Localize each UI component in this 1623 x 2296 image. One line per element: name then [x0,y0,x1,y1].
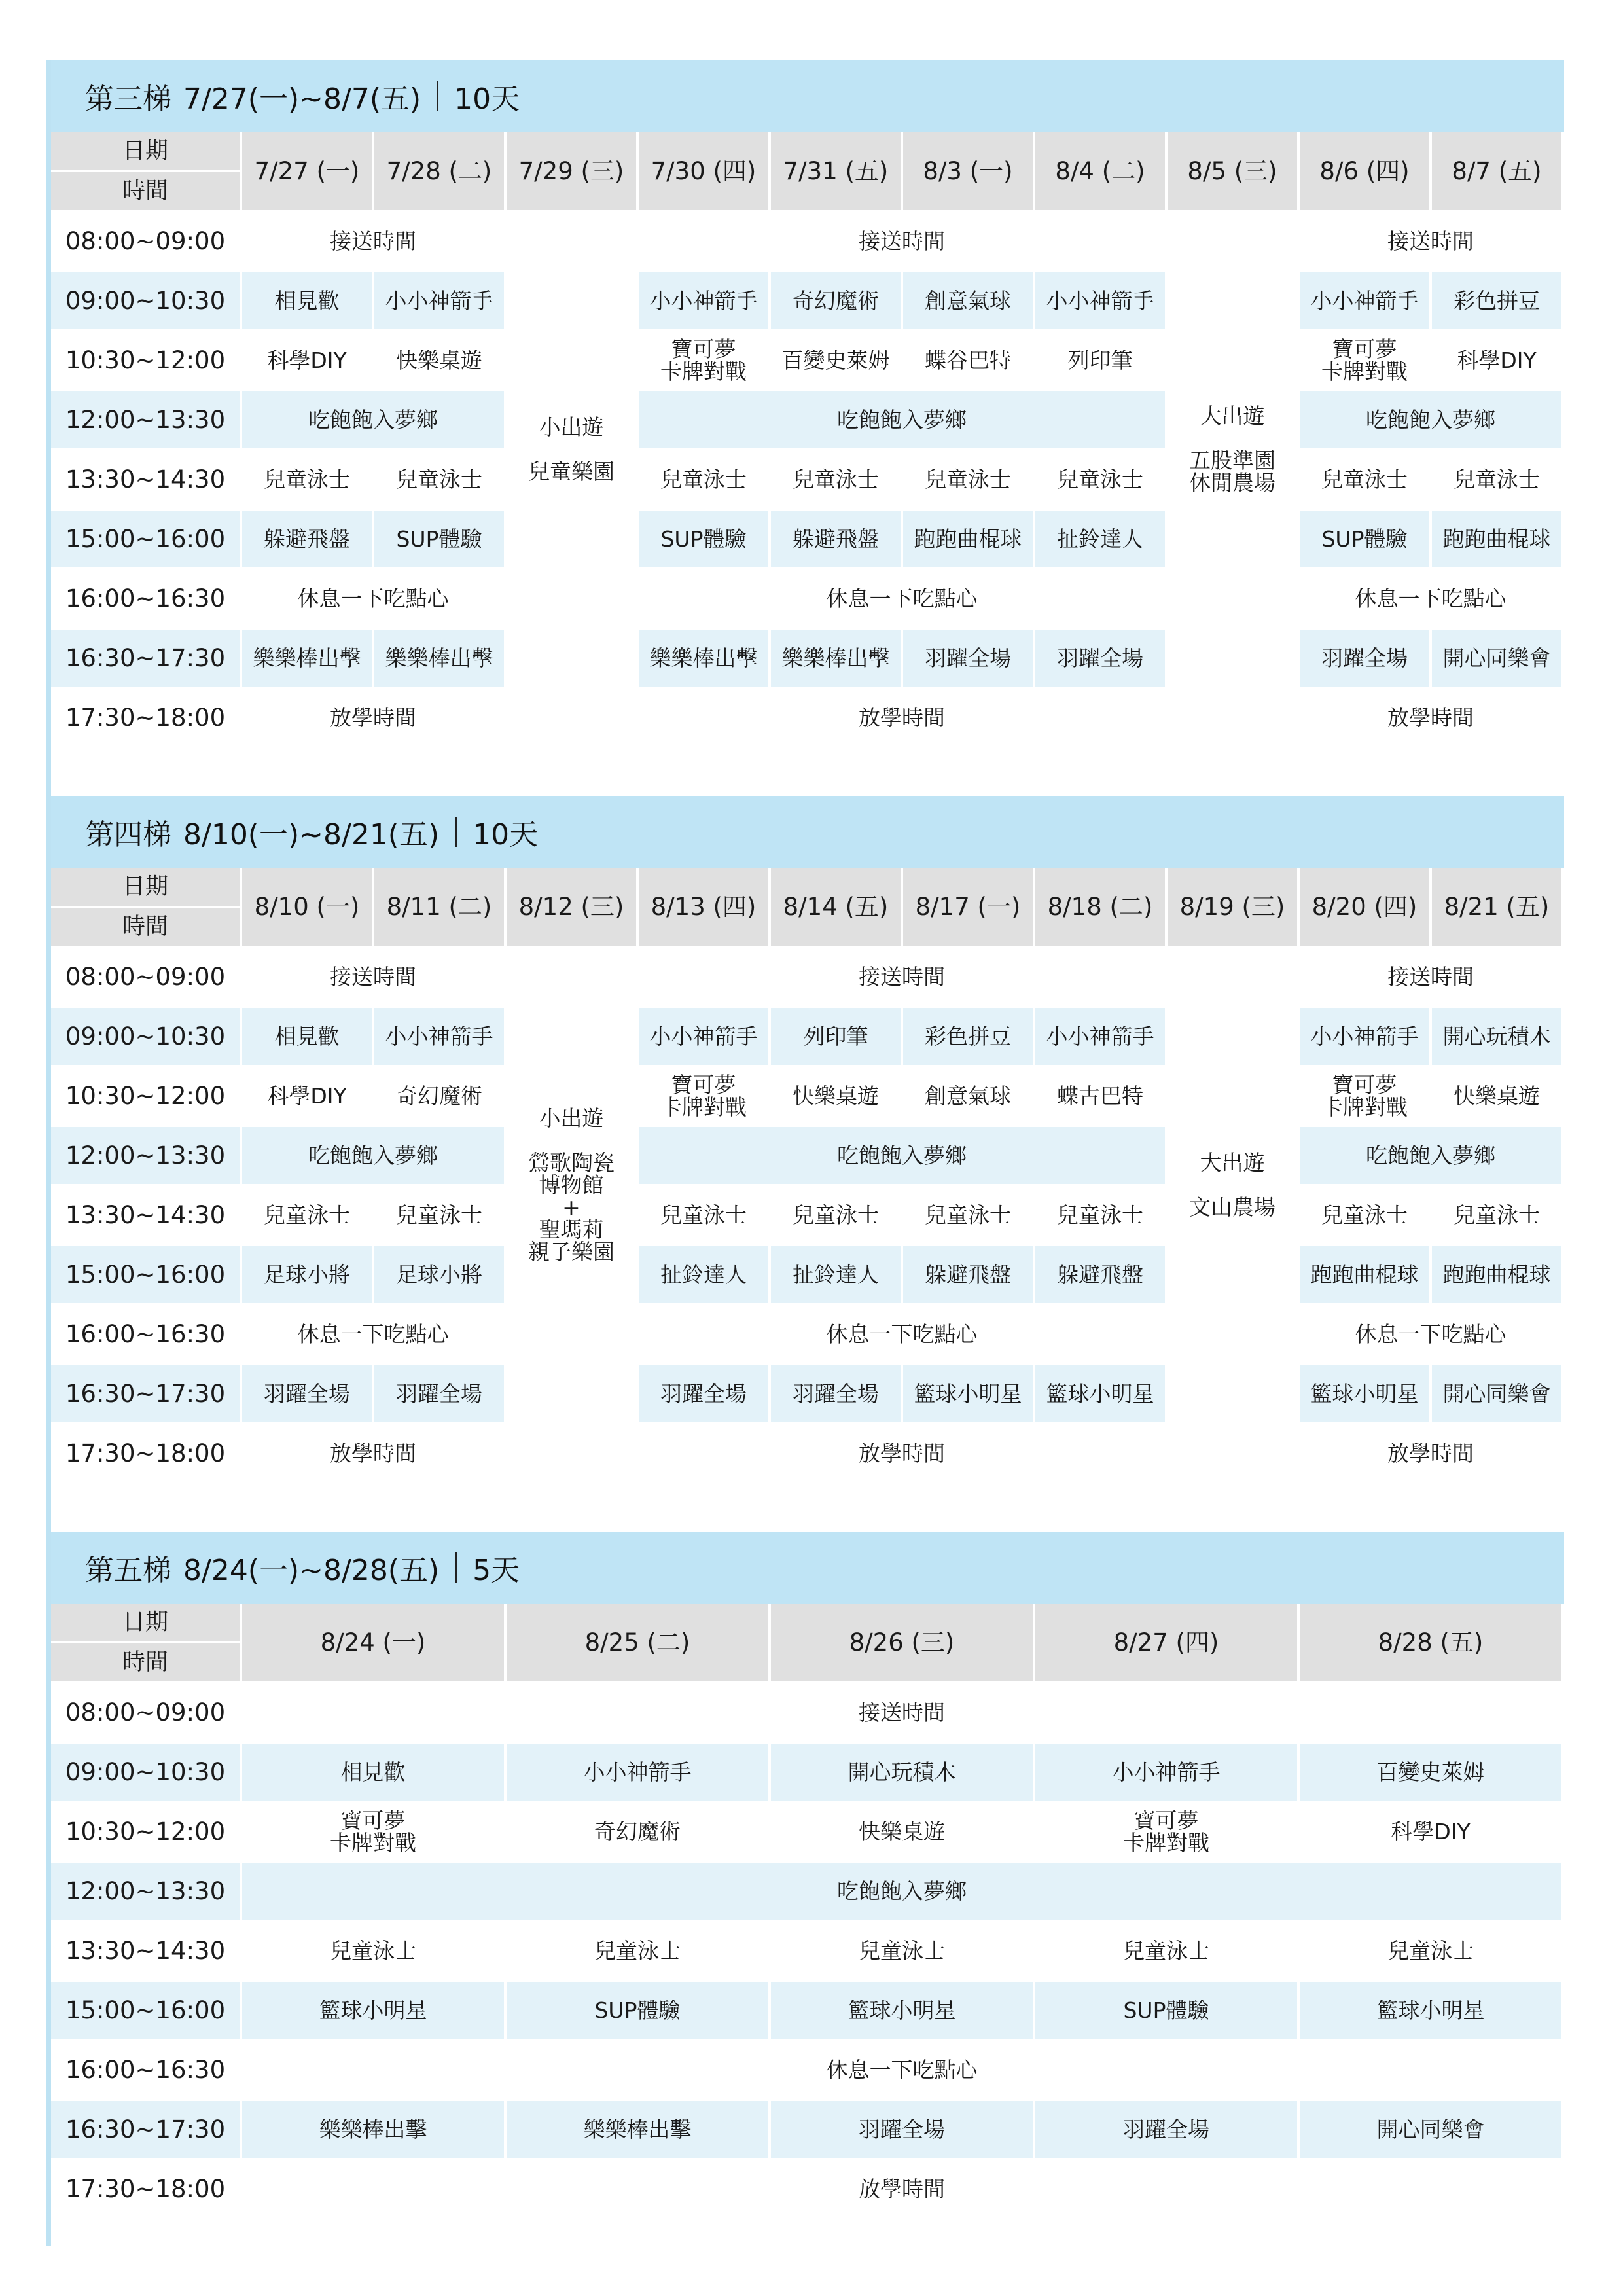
table-row [51,1364,1563,1424]
activity-cell: 羽躍全場 [770,1364,902,1424]
activity-cell: 科學DIY [1298,1802,1563,1861]
activity-cell: 小小神箭手 [1034,1007,1166,1066]
table-row [51,569,1563,628]
time-cell: 09:00~10:30 [51,1742,241,1802]
activity-cell: 小小神箭手 [1298,271,1431,331]
activity-cell: 兒童泳士 [770,1921,1034,1981]
date-header: 7/27 (一) [241,132,373,211]
section-title [51,796,1564,868]
schedule-section-3 [51,60,1564,749]
time-label: 時間 [122,914,168,940]
activity-cell: 樂樂棒出擊 [373,628,505,688]
section-days: 10天 [473,818,539,852]
activity-cell: 羽躍全場 [241,1364,373,1424]
activity-cell: 彩色拼豆 [902,1007,1034,1066]
table-row [51,2100,1563,2159]
activity-cell: SUP體驗 [1298,509,1431,569]
activity-cell: 小小神箭手 [1034,271,1166,331]
activity-cell: 接送時間 [1298,947,1563,1007]
section-label: 第四梯 [85,818,171,852]
table-row [51,1304,1563,1364]
activity-cell: 羽躍全場 [902,628,1034,688]
activity-cell: SUP體驗 [373,509,505,569]
date-header: 8/4 (二) [1034,132,1166,211]
activity-cell: 相見歡 [241,271,373,331]
table-row [51,1007,1563,1066]
outing-cell: 大出遊 五股準園 休閒農場 [1166,211,1298,688]
activity-cell: 小小神箭手 [637,271,770,331]
activity-cell: 寶可夢 卡牌對戰 [1298,331,1431,390]
activity-cell: 接送時間 [1298,211,1563,271]
activity-cell: 扯鈴達人 [1034,509,1166,569]
activity-cell: 放學時間 [1298,688,1563,747]
time-cell: 16:00~16:30 [51,1304,241,1364]
activity-cell: 開心同樂會 [1431,1364,1563,1424]
activity-cell: 躲避飛盤 [1034,1245,1166,1304]
date-header: 8/10 (一) [241,868,373,947]
table-row [51,1683,1563,1742]
schedule-section-4 [51,796,1564,1484]
activity-cell: 科學DIY [241,1066,373,1126]
activity-cell: 兒童泳士 [241,1185,373,1245]
activity-cell: 快樂桌遊 [1431,1066,1563,1126]
activity-cell: 兒童泳士 [902,1185,1034,1245]
time-cell: 09:00~10:30 [51,271,241,331]
header-row [51,132,1563,211]
section-date-range: 8/10(一)~8/21(五) [183,818,440,852]
date-header: 8/24 (一) [241,1604,505,1683]
activity-cell: 快樂桌遊 [770,1066,902,1126]
activity-cell: SUP體驗 [1034,1981,1298,2040]
date-header: 8/27 (四) [1034,1604,1298,1683]
date-header: 8/3 (一) [902,132,1034,211]
outing-cell: 小出遊 鶯歌陶瓷 博物館 + 聖瑪莉 親子樂園 [505,947,637,1424]
activity-cell: 樂樂棒出擊 [770,628,902,688]
section-days: 10天 [454,82,520,116]
activity-cell: 兒童泳士 [637,450,770,509]
time-cell: 10:30~12:00 [51,1066,241,1126]
activity-cell: 兒童泳士 [1034,450,1166,509]
activity-cell: 吃飽飽入夢鄉 [241,1861,1563,1921]
time-cell: 08:00~09:00 [51,211,241,271]
date-header: 8/14 (五) [770,868,902,947]
activity-cell: 開心玩積木 [770,1742,1034,1802]
activity-cell: 吃飽飽入夢鄉 [1298,1126,1563,1185]
date-header: 7/29 (三) [505,132,637,211]
table-row [51,331,1563,390]
date-header: 8/18 (二) [1034,868,1166,947]
activity-cell: 放學時間 [1298,1424,1563,1483]
activity-cell: 羽躍全場 [1298,628,1431,688]
corner-cell [51,132,241,211]
time-cell: 16:00~16:30 [51,569,241,628]
activity-cell: 小小神箭手 [1298,1007,1431,1066]
activity-cell: 羽躍全場 [770,2100,1034,2159]
activity-cell: 休息一下吃點心 [241,569,505,628]
time-label: 時間 [122,178,168,204]
time-cell: 16:30~17:30 [51,1364,241,1424]
outing-cell: 大出遊 文山農場 [1166,947,1298,1424]
date-header: 8/28 (五) [1298,1604,1563,1683]
activity-cell: 蝶谷巴特 [902,331,1034,390]
activity-cell: 寶可夢 卡牌對戰 [1034,1802,1298,1861]
date-header: 8/13 (四) [637,868,770,947]
table-row [51,1981,1563,2040]
date-header: 8/5 (三) [1166,132,1298,211]
table-row [51,1861,1563,1921]
activity-cell: 相見歡 [241,1007,373,1066]
schedule-table [51,1604,1564,2220]
activity-cell: 百變史萊姆 [1298,1742,1563,1802]
table-row [51,1126,1563,1185]
activity-cell: 籃球小明星 [241,1981,505,2040]
activity-cell: 扯鈴達人 [637,1245,770,1304]
activity-cell: 奇幻魔術 [373,1066,505,1126]
activity-cell: 籃球小明星 [1298,1981,1563,2040]
activity-cell: 放學時間 [505,1424,1298,1483]
activity-cell: 列印筆 [1034,331,1166,390]
activity-cell: 跑跑曲棍球 [1431,1245,1563,1304]
table-row [51,1921,1563,1981]
activity-cell: 籃球小明星 [902,1364,1034,1424]
time-cell: 16:00~16:30 [51,2040,241,2100]
section-label: 第五梯 [85,1554,171,1587]
activity-cell: 躲避飛盤 [241,509,373,569]
table-row [51,450,1563,509]
table-row [51,1424,1563,1483]
activity-cell: 兒童泳士 [1431,1185,1563,1245]
title-separator [455,817,457,847]
activity-cell: 羽躍全場 [637,1364,770,1424]
time-cell: 09:00~10:30 [51,1007,241,1066]
activity-cell: 跑跑曲棍球 [1298,1245,1431,1304]
activity-cell: 跑跑曲棍球 [902,509,1034,569]
activity-cell: 吃飽飽入夢鄉 [241,1126,505,1185]
activity-cell: 休息一下吃點心 [1298,1304,1563,1364]
activity-cell: 籃球小明星 [770,1981,1034,2040]
section-title [51,1532,1564,1604]
activity-cell: 寶可夢 卡牌對戰 [637,1066,770,1126]
date-header: 8/19 (三) [1166,868,1298,947]
activity-cell: 開心玩積木 [1431,1007,1563,1066]
title-separator [455,1552,457,1583]
activity-cell: 寶可夢 卡牌對戰 [1298,1066,1431,1126]
activity-cell: 兒童泳士 [1034,1921,1298,1981]
activity-cell: 吃飽飽入夢鄉 [637,390,1166,450]
date-header: 8/21 (五) [1431,868,1563,947]
activity-cell: 吃飽飽入夢鄉 [637,1126,1166,1185]
activity-cell: 休息一下吃點心 [241,2040,1563,2100]
activity-cell: 樂樂棒出擊 [241,2100,505,2159]
table-row [51,1185,1563,1245]
table-row [51,390,1563,450]
table-row [51,211,1563,271]
activity-cell: 羽躍全場 [1034,628,1166,688]
activity-cell: 開心同樂會 [1298,2100,1563,2159]
activity-cell: 羽躍全場 [373,1364,505,1424]
activity-cell: 休息一下吃點心 [637,1304,1166,1364]
activity-cell: 兒童泳士 [373,1185,505,1245]
time-cell: 13:30~14:30 [51,1185,241,1245]
time-cell: 13:30~14:30 [51,450,241,509]
time-cell: 10:30~12:00 [51,331,241,390]
activity-cell: 兒童泳士 [770,1185,902,1245]
activity-cell: 小小神箭手 [373,1007,505,1066]
outing-cell: 小出遊 兒童樂園 [505,211,637,688]
activity-cell: 接送時間 [241,211,505,271]
activity-cell: 吃飽飽入夢鄉 [241,390,505,450]
table-row [51,1742,1563,1802]
activity-cell: 兒童泳士 [373,450,505,509]
date-label: 日期 [51,1604,240,1643]
time-cell: 17:30~18:00 [51,2159,241,2219]
time-label: 時間 [122,1649,168,1676]
schedule-table [51,868,1564,1484]
activity-cell: 兒童泳士 [1431,450,1563,509]
table-row [51,2159,1563,2219]
time-cell: 17:30~18:00 [51,1424,241,1483]
activity-cell: 足球小將 [373,1245,505,1304]
title-separator [437,81,438,111]
activity-cell: 樂樂棒出擊 [505,2100,770,2159]
activity-cell: 兒童泳士 [902,450,1034,509]
time-cell: 13:30~14:30 [51,1921,241,1981]
table-row [51,1245,1563,1304]
activity-cell: 躲避飛盤 [902,1245,1034,1304]
activity-cell: 寶可夢 卡牌對戰 [637,331,770,390]
date-header: 8/20 (四) [1298,868,1431,947]
activity-cell: 躲避飛盤 [770,509,902,569]
activity-cell: 兒童泳士 [505,1921,770,1981]
table-row [51,628,1563,688]
activity-cell: 列印筆 [770,1007,902,1066]
activity-cell: 放學時間 [505,688,1298,747]
time-cell: 16:30~17:30 [51,2100,241,2159]
activity-cell: 休息一下吃點心 [637,569,1166,628]
activity-cell: 百變史萊姆 [770,331,902,390]
schedule-table [51,132,1564,749]
time-cell: 12:00~13:30 [51,1861,241,1921]
date-label: 日期 [51,132,240,172]
table-row [51,1802,1563,1861]
time-cell: 08:00~09:00 [51,1683,241,1742]
activity-cell: 休息一下吃點心 [241,1304,505,1364]
activity-cell: 奇幻魔術 [770,271,902,331]
activity-cell: 樂樂棒出擊 [241,628,373,688]
corner-cell [51,1604,241,1683]
date-header: 7/30 (四) [637,132,770,211]
activity-cell: 創意氣球 [902,1066,1034,1126]
date-header: 8/12 (三) [505,868,637,947]
activity-cell: 跑跑曲棍球 [1431,509,1563,569]
date-header: 8/25 (二) [505,1604,770,1683]
section-title [51,60,1564,132]
activity-cell: 彩色拼豆 [1431,271,1563,331]
activity-cell: 接送時間 [637,211,1166,271]
date-header: 7/31 (五) [770,132,902,211]
date-header: 8/7 (五) [1431,132,1563,211]
time-cell: 16:30~17:30 [51,628,241,688]
activity-cell: 籃球小明星 [1034,1364,1166,1424]
activity-cell: 羽躍全場 [1034,2100,1298,2159]
activity-cell: 放學時間 [241,1424,505,1483]
activity-cell: 科學DIY [241,331,373,390]
activity-cell: 創意氣球 [902,271,1034,331]
activity-cell: 接送時間 [241,1683,1563,1742]
date-header: 8/11 (二) [373,868,505,947]
time-cell: 12:00~13:30 [51,390,241,450]
activity-cell: 樂樂棒出擊 [637,628,770,688]
table-row [51,1066,1563,1126]
time-cell: 10:30~12:00 [51,1802,241,1861]
activity-cell: 小小神箭手 [1034,1742,1298,1802]
date-header: 8/26 (三) [770,1604,1034,1683]
activity-cell: 開心同樂會 [1431,628,1563,688]
table-row [51,2040,1563,2100]
date-header: 8/17 (一) [902,868,1034,947]
date-header: 7/28 (二) [373,132,505,211]
activity-cell: 小小神箭手 [505,1742,770,1802]
time-cell: 15:00~16:00 [51,509,241,569]
activity-cell: 快樂桌遊 [373,331,505,390]
activity-cell: 兒童泳士 [241,450,373,509]
activity-cell: 足球小將 [241,1245,373,1304]
time-cell: 17:30~18:00 [51,688,241,747]
activity-cell: 兒童泳士 [241,1921,505,1981]
time-cell: 08:00~09:00 [51,947,241,1007]
section-label: 第三梯 [85,82,171,116]
activity-cell: 兒童泳士 [637,1185,770,1245]
time-cell: 12:00~13:30 [51,1126,241,1185]
activity-cell: 接送時間 [241,947,505,1007]
header-row [51,868,1563,947]
activity-cell: 蝶古巴特 [1034,1066,1166,1126]
section-days: 5天 [473,1554,520,1587]
time-cell: 15:00~16:00 [51,1245,241,1304]
section-date-range: 8/24(一)~8/28(五) [183,1554,440,1587]
table-row [51,271,1563,331]
activity-cell: 寶可夢 卡牌對戰 [241,1802,505,1861]
activity-cell: 兒童泳士 [1034,1185,1166,1245]
left-accent-bar [46,60,51,2246]
table-row [51,688,1563,747]
date-label: 日期 [51,868,240,908]
schedule-section-5 [51,1532,1564,2220]
activity-cell: 兒童泳士 [770,450,902,509]
header-row [51,1604,1563,1683]
activity-cell: 快樂桌遊 [770,1802,1034,1861]
activity-cell: 籃球小明星 [1298,1364,1431,1424]
activity-cell: 相見歡 [241,1742,505,1802]
activity-cell: 小小神箭手 [373,271,505,331]
activity-cell: 放學時間 [241,2159,1563,2219]
activity-cell: SUP體驗 [637,509,770,569]
activity-cell: 小小神箭手 [637,1007,770,1066]
corner-cell [51,868,241,947]
activity-cell: 兒童泳士 [1298,450,1431,509]
activity-cell: 扯鈴達人 [770,1245,902,1304]
activity-cell: SUP體驗 [505,1981,770,2040]
activity-cell: 休息一下吃點心 [1298,569,1563,628]
activity-cell: 吃飽飽入夢鄉 [1298,390,1563,450]
date-header: 8/6 (四) [1298,132,1431,211]
activity-cell: 兒童泳士 [1298,1921,1563,1981]
time-cell: 15:00~16:00 [51,1981,241,2040]
section-date-range: 7/27(一)~8/7(五) [183,82,421,116]
activity-cell: 奇幻魔術 [505,1802,770,1861]
table-row [51,947,1563,1007]
activity-cell: 兒童泳士 [1298,1185,1431,1245]
activity-cell: 科學DIY [1431,331,1563,390]
table-row [51,509,1563,569]
activity-cell: 放學時間 [241,688,505,747]
activity-cell: 接送時間 [637,947,1166,1007]
